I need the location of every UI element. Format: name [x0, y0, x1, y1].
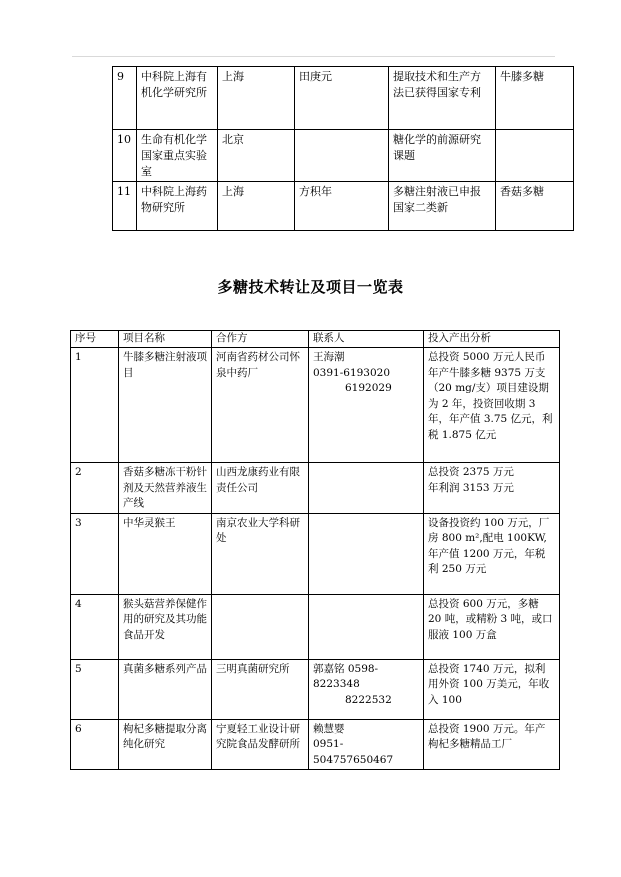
header-analysis: 投入产出分析: [424, 331, 560, 348]
analysis: 总投资 1740 万元，拟利用外资 100 万美元，年收入 100: [424, 659, 560, 719]
project-name: 牛膝多糖注射液项目: [119, 348, 212, 463]
institution-table: [112, 66, 574, 231]
header-partner: 合作方: [212, 331, 309, 348]
row-number: 5: [71, 659, 119, 719]
progress: 提取技术和生产方法已获得国家专利: [389, 67, 496, 130]
analysis: 设备投资约 100 万元，厂房 800 m²,配电 100KW,年产值 1200 万元，年税利 250 万元: [424, 513, 560, 594]
partner: 宁夏轻工业设计研究院食品发酵研所: [212, 719, 309, 770]
project-name: 香菇多糖冻干粉针剂及天然营养液生产线: [119, 463, 212, 514]
table-row: [71, 463, 560, 514]
contact-name: 赖慧婴: [313, 722, 345, 735]
table-row: [71, 513, 560, 594]
table-row: [71, 659, 560, 719]
partner: 山西龙康药业有限责任公司: [212, 463, 309, 514]
contact-phone: 0391-6193020: [313, 366, 391, 379]
product: 香菇多糖: [496, 182, 574, 231]
analysis: 总投资 600 万元，多糖 20 吨，或精粉 3 吨，或口服液 100 万盒: [424, 594, 560, 659]
contact-name: 王海潮: [313, 351, 345, 363]
institution-name: 中科院上海有机化学研究所: [137, 67, 218, 130]
row-number: 9: [113, 67, 137, 130]
contact: [309, 594, 424, 659]
analysis-line: 年利润 3153 万元: [428, 481, 514, 494]
header-rule: [72, 56, 555, 57]
partner: [212, 594, 309, 659]
contact: [309, 719, 424, 770]
analysis-line: 总投资 2375 万元: [428, 466, 514, 478]
progress: 糖化学的前源研究课题: [389, 130, 496, 182]
table-row: [113, 67, 574, 130]
table-row: [113, 130, 574, 182]
header-no: 序号: [71, 331, 119, 348]
institution-name: 中科院上海药物研究所: [137, 182, 218, 231]
project-name: 中华灵猴王: [119, 513, 212, 594]
contact-name-phone: 郭嘉铭 0598-8223348: [313, 662, 379, 690]
header-contact: 联系人: [309, 331, 424, 348]
institution-name: 生命有机化学国家重点实验室: [137, 130, 218, 182]
header-project: 项目名称: [119, 331, 212, 348]
product: 牛膝多糖: [496, 67, 574, 130]
row-number: 10: [113, 130, 137, 182]
contact: [309, 463, 424, 514]
row-number: 6: [71, 719, 119, 770]
row-number: 2: [71, 463, 119, 514]
row-number: 4: [71, 594, 119, 659]
row-number: 3: [71, 513, 119, 594]
table-row: [71, 719, 560, 770]
contact-phone: 0951-504757650467: [313, 738, 394, 766]
city: 上海: [218, 182, 295, 231]
person: [295, 130, 389, 182]
project-name: 真菌多糖系列产品: [119, 659, 212, 719]
city: 上海: [218, 67, 295, 130]
city: 北京: [218, 130, 295, 182]
contact: [309, 348, 424, 463]
analysis: [424, 463, 560, 514]
partner: 河南省药材公司怀泉中药厂: [212, 348, 309, 463]
table-row: [71, 594, 560, 659]
row-number: 1: [71, 348, 119, 463]
partner: 三明真菌研究所: [212, 659, 309, 719]
contact-phone-alt: 8222532: [345, 693, 392, 706]
project-name: 枸杞多糖提取分离纯化研究: [119, 719, 212, 770]
person: 方积年: [295, 182, 389, 231]
section-title: 多糖技术转让及项目一览表: [217, 278, 404, 296]
row-number: 11: [113, 182, 137, 231]
product: [496, 130, 574, 182]
partner: 南京农业大学科研处: [212, 513, 309, 594]
analysis: 总投资 1900 万元。年产枸杞多糖精品工厂: [424, 719, 560, 770]
project-table: [70, 330, 560, 770]
table-header-row: [71, 331, 560, 348]
analysis: 总投资 5000 万元人民币年产牛膝多糖 9375 万支（20 mg/支）项目建设期为 2 年，投资回收期 3 年，年产值 3.75 亿元，利税 1.875 亿元: [424, 348, 560, 463]
table-row: [71, 348, 560, 463]
contact: [309, 513, 424, 594]
contact: [309, 659, 424, 719]
table-row: [113, 182, 574, 231]
project-name: 猴头菇营养保健作用的研究及其功能食品开发: [119, 594, 212, 659]
progress: 多糖注射液已申报国家二类新: [389, 182, 496, 231]
person: 田庚元: [295, 67, 389, 130]
contact-phone-alt: 6192029: [345, 382, 392, 394]
